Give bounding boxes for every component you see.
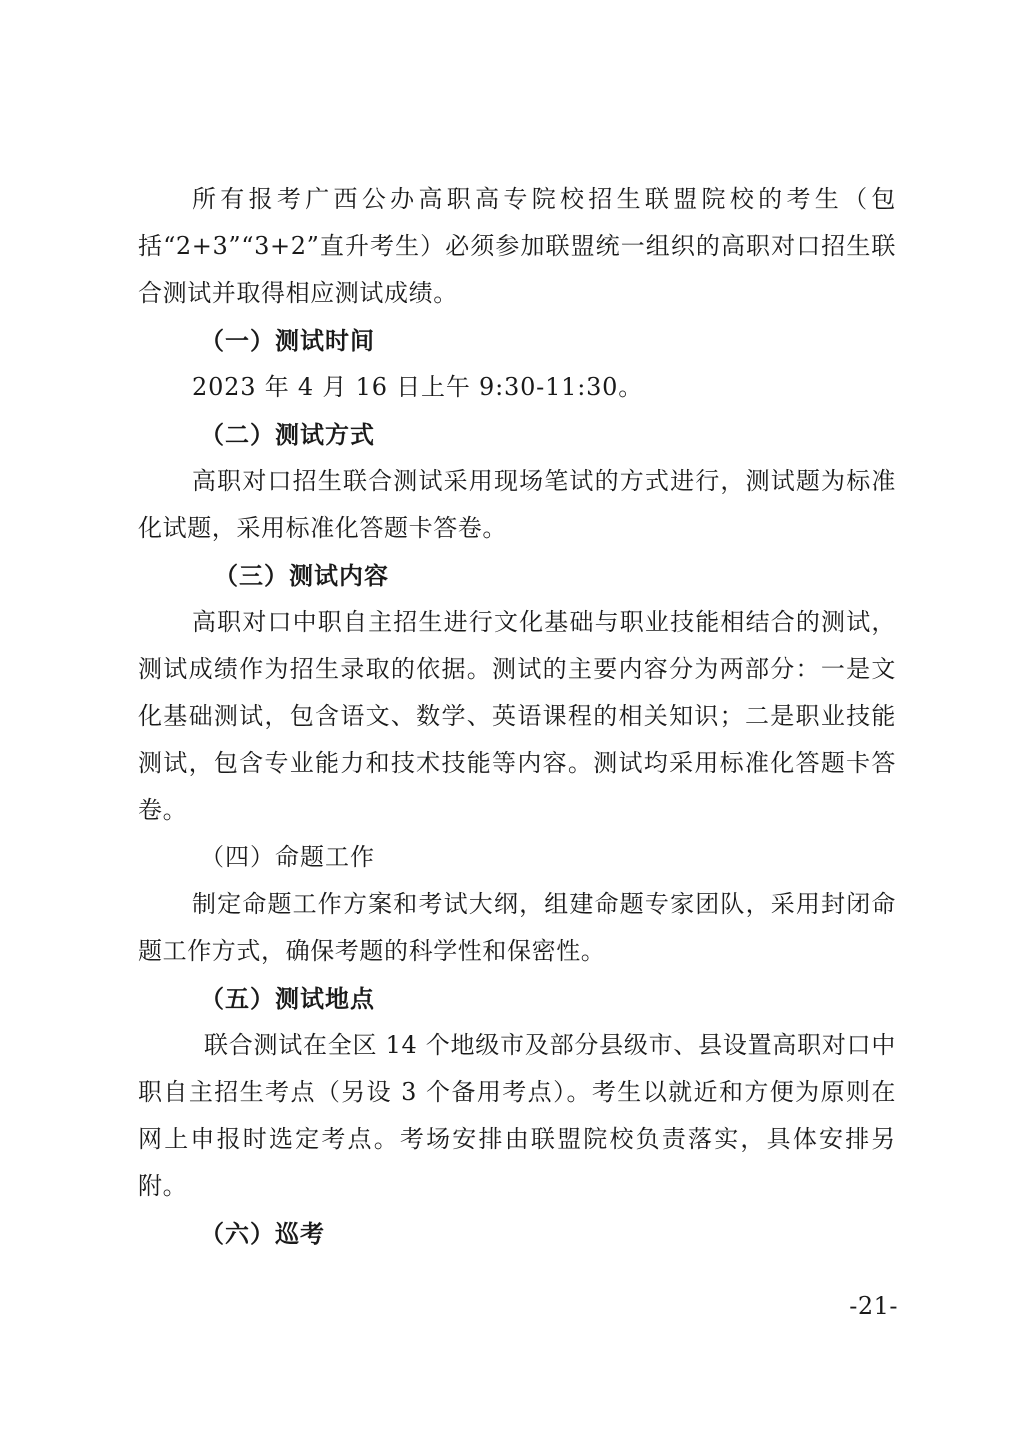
section-body-method: 高职对口招生联合测试采用现场笔试的方式进行，测试题为标准化试题，采用标准化答题卡答卷。 [138, 467, 896, 542]
section-body-time: 2023 年 4 月 16 日上午 9:30-11:30。 [192, 373, 644, 401]
section-heading-proposition: （四）命题工作 [200, 843, 375, 871]
document-body [138, 176, 896, 1257]
section-heading-method: （二）测试方式 [200, 420, 375, 449]
section-heading-location: （五）测试地点 [200, 984, 375, 1013]
section-body-proposition: 制定命题工作方案和考试大纲，组建命题专家团队，采用封闭命题工作方式，确保考题的科学性和保密性。 [138, 890, 896, 965]
intro-paragraph: 所有报考广西公办高职高专院校招生联盟院校的考生（包括“2+3”“3+2”直升考生）必须参加联盟统一组织的高职对口招生联合测试并取得相应测试成绩。 [138, 185, 896, 307]
section-body-location: 联合测试在全区 14 个地级市及部分县级市、县设置高职对口中职自主招生考点（另设 3 个备用考点）。考生以就近和方便为原则在网上申报时选定考点。考场安排由联盟院校负责落实，具体安排另附。 [138, 1031, 896, 1200]
section-heading-content: （三）测试内容 [214, 561, 389, 590]
section-heading-inspection: （六）巡考 [200, 1219, 325, 1248]
section-body-content: 高职对口中职自主招生进行文化基础与职业技能相结合的测试，测试成绩作为招生录取的依据。测试的主要内容分为两部分：一是文化基础测试，包含语文、数学、英语课程的相关知识；二是职业技能测试，包含专业能力和技术技能等内容。测试均采用标准化答题卡答卷。 [138, 608, 896, 824]
section-heading-time: （一）测试时间 [200, 326, 375, 355]
page-number: -21- [849, 1292, 898, 1320]
